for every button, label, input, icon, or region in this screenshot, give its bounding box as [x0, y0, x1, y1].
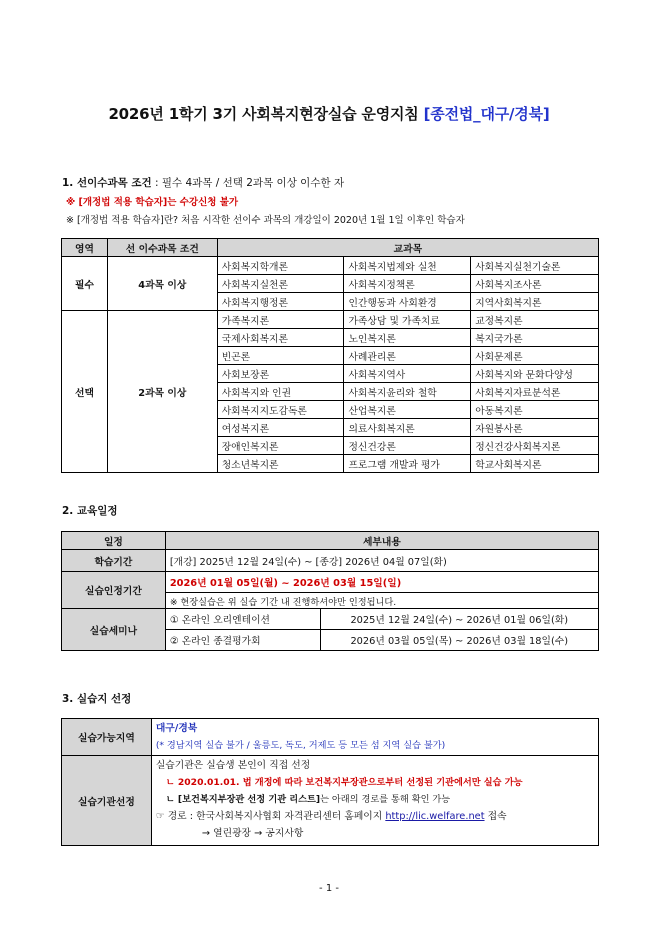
course-cell: 사회복지와 인권: [217, 383, 344, 401]
selection-line-1: 실습기관은 실습생 본인이 직접 선정: [155, 760, 311, 771]
course-cell: 사회복지와 문화다양성: [471, 365, 599, 383]
course-cell: 프로그램 개발과 평가: [344, 455, 471, 473]
section1-heading-title: 1. 선이수과목 조건: [62, 177, 152, 189]
required-condition: 4과목 이상: [107, 257, 217, 311]
elective-area: 선택: [62, 311, 108, 473]
practice-period-note: ※ 현장실습은 위 실습 기간 내 진행하셔야만 인정됩니다.: [165, 593, 598, 609]
page-number: - 1 -: [319, 883, 339, 894]
selection-line-3: [156, 791, 594, 808]
seminar-label: 실습세미나: [62, 609, 166, 651]
selection-path-prefix: ☞ 경로 : 한국사회복지사협회 자격관리센터 홈페이지: [155, 811, 386, 822]
title-highlight: [종전법_대구/경북]: [423, 105, 550, 123]
course-cell: 정신건강사회복지론: [471, 437, 599, 455]
seminar-item-name: ② 온라인 종결평가회: [165, 630, 320, 651]
table-header-row: [62, 532, 599, 550]
table-row: [62, 609, 599, 630]
header-courses: 교과목: [217, 239, 598, 257]
course-cell: 사회복지조사론: [471, 275, 599, 293]
course-cell: 인간행동과 사회환경: [344, 293, 471, 311]
table-row: [62, 550, 599, 572]
practice-area-value: 대구/경북: [155, 723, 198, 734]
selection-line-4: [156, 808, 594, 825]
course-cell: 사회복지자료분석론: [471, 383, 599, 401]
course-cell: 사회복지법제와 실천: [344, 257, 471, 275]
study-period-value: [개강] 2025년 12월 24일(수) ~ [종강] 2026년 04월 07일(화): [165, 550, 598, 572]
seminar-item-date: 2025년 12월 24일(수) ~ 2026년 01월 06일(화): [320, 609, 598, 630]
course-cell: 사회복지지도감독론: [217, 401, 344, 419]
course-cell: 사회복지정책론: [344, 275, 471, 293]
practice-site-table: [61, 718, 599, 846]
course-cell: 사회복지행정론: [217, 293, 344, 311]
course-cell: 가족상담 및 가족치료: [344, 311, 471, 329]
section1-heading-rest: : 필수 4과목 / 선택 2과목 이상 이수한 자: [151, 177, 345, 189]
page-title: [0, 103, 658, 124]
section3-heading: 3. 실습지 선정: [62, 693, 132, 705]
course-cell: 사회복지실천론: [217, 275, 344, 293]
table-row: [62, 756, 599, 846]
table-row: [62, 311, 599, 329]
header-details: 세부내용: [165, 532, 598, 550]
seminar-item-name: ① 온라인 오리엔테이션: [165, 609, 320, 630]
course-cell: 국제사회복지론: [217, 329, 344, 347]
table-row: [62, 257, 599, 275]
section1-note-definition: ※ [개정법 적용 학습자]란? 처음 시작한 선이수 과목의 개강일이 2020년 1월 1일 이후인 학습자: [66, 215, 465, 226]
seminar-item-date: 2026년 03월 05일(목) ~ 2026년 03월 18일(수): [320, 630, 598, 651]
elective-condition: 2과목 이상: [107, 311, 217, 473]
selection-list-label: ㄴ [보건복지부장관 선정 기관 리스트]: [165, 794, 321, 805]
course-cell: 장애인복지론: [217, 437, 344, 455]
course-cell: 사회복지실천기술론: [471, 257, 599, 275]
header-condition: 선 이수과목 조건: [107, 239, 217, 257]
practice-area-label: 실습가능지역: [62, 719, 152, 756]
practice-area-note: (* 경남지역 실습 불가 / 울릉도, 독도, 거제도 등 모든 섬 지역 실습 불가): [155, 740, 446, 751]
practice-period-value: 2026년 01월 05일(월) ~ 2026년 03월 15일(일): [165, 572, 598, 593]
course-cell: 가족복지론: [217, 311, 344, 329]
welfare-site-link[interactable]: http://lic.welfare.net: [385, 811, 485, 822]
course-cell: 여성복지론: [217, 419, 344, 437]
course-cell: 사회문제론: [471, 347, 599, 365]
section1-note-restriction: ※ [개정법 적용 학습자]는 수강신청 불가: [66, 197, 239, 208]
section1-heading: [62, 175, 344, 190]
selection-line-2: ㄴ 2020.01.01. 법 개정에 따라 보건복지부장관으로부터 선정된 기관에서만 실습 가능: [165, 777, 523, 788]
course-cell: 의료사회복지론: [344, 419, 471, 437]
course-cell: 사회복지역사: [344, 365, 471, 383]
schedule-table: [61, 531, 599, 651]
practice-period-label: 실습인정기간: [62, 572, 166, 609]
selection-path-suffix: 접속: [484, 811, 507, 822]
course-cell: 지역사회복지론: [471, 293, 599, 311]
table-row: [62, 572, 599, 593]
title-main: 2026년 1학기 3기 사회복지현장실습 운영지침: [108, 105, 424, 123]
course-cell: 노인복지론: [344, 329, 471, 347]
course-cell: 빈곤론: [217, 347, 344, 365]
header-area: 영역: [62, 239, 108, 257]
course-cell: 사례관리론: [344, 347, 471, 365]
table-header-row: [62, 239, 599, 257]
selection-line-3-rest: 는 아래의 경로를 통해 확인 가능: [320, 794, 451, 805]
selection-line-5: → 열린광장 → 공지사항: [201, 828, 304, 839]
header-schedule: 일정: [62, 532, 166, 550]
table-row: [62, 719, 599, 756]
required-area: 필수: [62, 257, 108, 311]
course-cell: 청소년복지론: [217, 455, 344, 473]
course-cell: 사회복지윤리와 철학: [344, 383, 471, 401]
course-cell: 사회복지학개론: [217, 257, 344, 275]
course-cell: 자원봉사론: [471, 419, 599, 437]
site-selection-cell: [151, 756, 598, 846]
course-cell: 산업복지론: [344, 401, 471, 419]
course-cell: 교정복지론: [471, 311, 599, 329]
study-period-label: 학습기간: [62, 550, 166, 572]
course-cell: 학교사회복지론: [471, 455, 599, 473]
course-cell: 사회보장론: [217, 365, 344, 383]
practice-area-cell: [151, 719, 598, 756]
section2-heading: 2. 교육일정: [62, 505, 118, 517]
course-cell: 정신건강론: [344, 437, 471, 455]
course-cell: 아동복지론: [471, 401, 599, 419]
prerequisite-table: [61, 238, 599, 473]
course-cell: 복지국가론: [471, 329, 599, 347]
site-selection-label: 실습기관선정: [62, 756, 152, 846]
